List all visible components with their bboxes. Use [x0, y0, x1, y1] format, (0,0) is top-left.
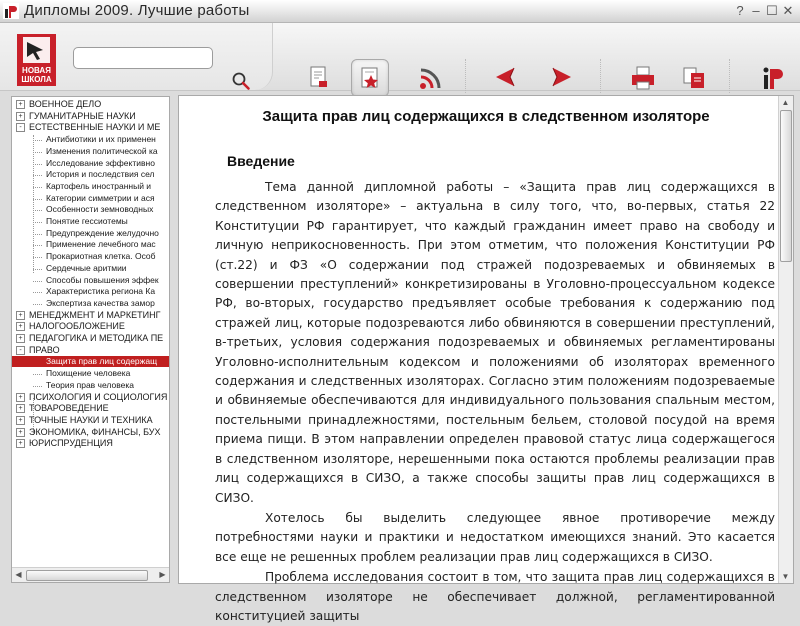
tree-item[interactable]: [46, 193, 169, 204]
document-open-icon: [307, 65, 331, 89]
tree-item-label: Способы повышения эффек: [46, 274, 159, 285]
copy-icon: [681, 65, 707, 91]
title-bar: [0, 0, 800, 23]
tree-guide-line: [33, 210, 42, 211]
tree-guide-line: [33, 245, 42, 246]
expand-icon[interactable]: +: [16, 393, 25, 402]
tree-guide-line: [33, 164, 42, 165]
maximize-button[interactable]: ☐: [766, 3, 778, 18]
tree-category[interactable]: [14, 345, 169, 356]
tree-item-label: Исследование эффективно: [46, 157, 155, 168]
tree-item-label: НАЛОГООБЛОЖЕНИЕ: [29, 321, 125, 332]
print-icon: [630, 65, 656, 91]
tree-item-label: Теория прав человека: [46, 379, 134, 390]
tree-item-label: История и последствия сел: [46, 169, 155, 180]
tree-item[interactable]: [46, 134, 169, 145]
tree-guide-line: [33, 374, 42, 375]
tree-item-label: Защита прав лиц содержащ: [46, 356, 158, 367]
tree-item-label: ВОЕННОЕ ДЕЛО: [29, 99, 102, 109]
tree-item-label: ПСИХОЛОГИЯ И СОЦИОЛОГИЯ: [29, 391, 168, 402]
expand-icon[interactable]: +: [16, 428, 25, 437]
tree-item-label: ТОЧНЫЕ НАУКИ И ТЕХНИКА: [29, 414, 153, 425]
tree-item[interactable]: [46, 216, 169, 227]
expand-icon[interactable]: +: [16, 100, 25, 109]
tree-category[interactable]: [14, 99, 169, 110]
tree-category[interactable]: [14, 427, 169, 438]
tree-item[interactable]: [46, 368, 169, 379]
toolbar-separator: [600, 59, 602, 93]
collapse-icon[interactable]: -: [16, 123, 25, 132]
tree-item-label: ПРАВО: [29, 344, 60, 355]
tree-item-label: ЕСТЕСТВЕННЫЕ НАУКИ И МЕ: [29, 122, 161, 133]
search-input[interactable]: [73, 47, 213, 69]
toolbar-separator: [465, 59, 467, 93]
about-button[interactable]: [755, 59, 791, 95]
scroll-thumb[interactable]: [780, 110, 792, 262]
tree-item[interactable]: [46, 263, 169, 274]
tree-item-label: Прокариотная клетка. Особ: [46, 251, 156, 262]
tree-item[interactable]: [12, 356, 169, 367]
arrow-back-icon: [494, 65, 518, 89]
logo-line-2: ШКОЛА: [21, 75, 52, 84]
tree-item[interactable]: [46, 275, 169, 286]
tree-item-label: Понятие гессиотемы: [46, 216, 128, 226]
tree-category[interactable]: [14, 392, 169, 403]
tree-guide-line: [33, 175, 42, 176]
tree-item[interactable]: [46, 181, 169, 192]
tree-item-label: ГУМАНИТАРНЫЕ НАУКИ: [29, 110, 136, 121]
tree-item-label: ЮРИСПРУДЕНЦИЯ: [29, 438, 113, 449]
expand-icon[interactable]: +: [16, 334, 25, 343]
tree-item-label: Картофель иностранный и: [46, 180, 152, 191]
expand-icon[interactable]: +: [16, 416, 25, 425]
expand-icon[interactable]: +: [16, 404, 25, 413]
tree-category[interactable]: [14, 310, 169, 321]
tree-item[interactable]: [46, 228, 169, 239]
help-button[interactable]: ?: [736, 3, 744, 18]
bookmarks-button[interactable]: [351, 59, 389, 97]
rss-button[interactable]: [412, 59, 448, 95]
open-document-button[interactable]: [301, 59, 337, 95]
window-title: Дипломы 2009. Лучшие работы: [24, 2, 250, 19]
tree-category[interactable]: [14, 333, 169, 344]
tree-guide-line: [33, 269, 42, 270]
tree-item[interactable]: [46, 158, 169, 169]
tree-item[interactable]: [46, 169, 169, 180]
brand-logo-icon: [761, 65, 787, 91]
tree-category[interactable]: [14, 111, 169, 122]
tree-item-label: Антибиотики и их применен: [46, 134, 156, 145]
section-heading: Введение: [227, 153, 295, 169]
tree-item-label: Предупреждение желудочно: [46, 227, 159, 238]
expand-icon[interactable]: +: [16, 311, 25, 320]
tree-guide-line: [33, 199, 42, 200]
expand-icon[interactable]: +: [16, 439, 25, 448]
tree-guide-line: [33, 281, 42, 282]
toolbar: [0, 23, 800, 91]
tree-item[interactable]: [46, 251, 169, 262]
tree-category[interactable]: [14, 122, 169, 133]
tree-item-label: Особенности земноводных: [46, 204, 154, 215]
tree-item-label: ТОВАРОВЕДЕНИЕ: [29, 403, 109, 414]
expand-icon[interactable]: +: [16, 112, 25, 121]
rss-feed-icon: [418, 65, 444, 91]
paragraph: Хотелось бы выделить следующее явное противоречие между потребностями науки и практики и недостатком имеющихся знаний. Это касается все еще не решенных проблем реализации прав лиц содержащихся в СИЗО.: [215, 510, 775, 564]
tree-category[interactable]: [14, 403, 169, 414]
tree-item-label: МЕНЕДЖМЕНТ И МАРКЕТИНГ: [29, 309, 161, 320]
scroll-right-icon[interactable]: ▶: [159, 570, 166, 579]
tree-item-label: Категории симметрии и ася: [46, 192, 155, 203]
tree-category[interactable]: [14, 321, 169, 332]
bookmark-star-icon: [358, 66, 382, 90]
copy-button[interactable]: [675, 59, 711, 95]
print-button[interactable]: [624, 59, 660, 95]
scroll-down-icon[interactable]: ▼: [781, 572, 790, 581]
tree-guide-line: [33, 292, 42, 293]
tree-guide-line: [33, 386, 42, 387]
minimize-button[interactable]: –: [752, 3, 760, 18]
arrow-forward-icon: [549, 65, 573, 89]
tree-item[interactable]: [46, 380, 169, 391]
tree-guide-line: [33, 257, 42, 258]
paragraph: Проблема исследования состоит в том, что защита прав лиц содержащихся в следственном изоляторе не обеспечивает должной, регламентированной конституцией защиты: [215, 570, 775, 623]
search-panel: [0, 23, 273, 90]
novaya-shkola-logo: [17, 34, 56, 86]
tree-item[interactable]: [46, 204, 169, 215]
tree-horizontal-scrollbar[interactable]: [12, 567, 169, 582]
tree-item-label: Похищение человека: [46, 368, 131, 379]
back-button[interactable]: [488, 59, 524, 95]
app-icon: [3, 3, 19, 19]
document-body: [215, 178, 775, 626]
forward-button[interactable]: [543, 59, 579, 95]
search-icon[interactable]: [231, 71, 251, 91]
tree-guide-line: [33, 304, 42, 305]
tree-guide-line: [33, 187, 42, 188]
tree-item-label: Изменения политической ка: [46, 145, 158, 156]
tree-item[interactable]: [46, 298, 169, 309]
document-title: Защита прав лиц содержащихся в следственном изоляторе: [262, 108, 710, 125]
tree-item-label: ПЕДАГОГИКА И МЕТОДИКА ПЕ: [29, 333, 164, 343]
tree-item-label: Экспертиза качества замор: [46, 297, 155, 308]
tree-guide-line: [33, 152, 42, 153]
tree-item-label: Применение лечебного мас: [46, 239, 156, 250]
logo-line-1: НОВАЯ: [22, 66, 51, 75]
tree-guide-line: [33, 135, 34, 273]
tree-category[interactable]: [14, 415, 169, 426]
tree-category[interactable]: [14, 438, 169, 449]
tree-item-label: Характеристика региона Ка: [46, 286, 156, 297]
document-vertical-scrollbar[interactable]: [778, 96, 793, 583]
collapse-icon[interactable]: -: [16, 346, 25, 355]
close-button[interactable]: ✕: [782, 3, 794, 18]
tree-item[interactable]: [46, 146, 169, 157]
scroll-thumb[interactable]: [26, 570, 148, 581]
tree-item-label: Сердечные аритмии: [46, 262, 127, 273]
tree-guide-line: [33, 140, 42, 141]
scroll-up-icon[interactable]: ▲: [781, 98, 790, 107]
tree-item[interactable]: [46, 239, 169, 250]
tree-item-label: ЭКОНОМИКА, ФИНАНСЫ, БУХ: [29, 426, 161, 437]
toolbar-separator: [729, 59, 731, 93]
scroll-left-icon[interactable]: ◀: [15, 570, 22, 579]
paragraph: Тема данной дипломной работы – «Защита прав лиц содержащихся в следственном изоляторе» – актуальна в силу того, что, во-первых, статья 22 Конституции РФ гарантирует, что каждый гражданин имеет право на свободу и личную неприкосновенность. При этом отметим, что положения Конституции РФ (ст.22) и ФЗ «О содержании под стражей подозреваемых и обвиняемых в совершении преступлений» конкретизированы в Уголовно-процессуальном кодексе РФ, во-вторых, государство предъявляет особые требования к содержанию под стражей лиц, которые подозреваются либо обвиняются в совершении преступлений, в-третьих, условия содержания подозреваемых и обвиняемых регламентированы Уголовно-исполнительным кодексом и положениями об изоляторах временного содержания и следственных изоляторах. Согласно этим положениям подозреваемые и обвиняемые обеспечиваются для индивидуального пользования спальным местом, постельными принадлежностями, постельным бельем, столовой посудой на время приема пищи. В этом направлении определен правовой статус лица содержащегося в следственном изоляторе, нерешенными пока остаются проблемы реализации прав лиц содержащихся в СИЗО, а также способы защиты прав лиц содержащихся в СИЗО.: [215, 180, 775, 505]
expand-icon[interactable]: +: [16, 322, 25, 331]
tree-guide-line: [33, 222, 42, 223]
tree-item[interactable]: [46, 286, 169, 297]
tree-guide-line: [33, 234, 42, 235]
document-view: [178, 95, 794, 623]
category-tree[interactable]: [11, 96, 170, 583]
